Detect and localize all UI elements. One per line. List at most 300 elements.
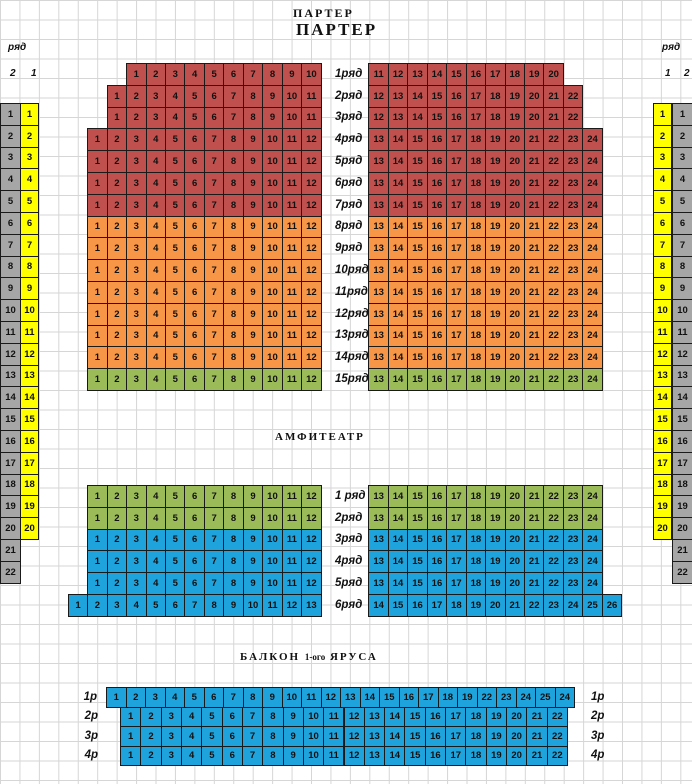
side-seat-left-col1[interactable]: 5: [20, 190, 39, 213]
parter-seat[interactable]: 2: [107, 368, 127, 391]
parter-seat[interactable]: 23: [563, 346, 583, 369]
parter-seat[interactable]: 15: [407, 325, 427, 348]
amph-seat[interactable]: 24: [563, 594, 583, 617]
parter-seat[interactable]: 9: [243, 150, 263, 173]
side-seat-left-col1[interactable]: 9: [20, 277, 39, 300]
parter-seat[interactable]: 15: [407, 216, 427, 239]
amph-seat[interactable]: 20: [485, 594, 505, 617]
amph-seat[interactable]: 24: [582, 485, 602, 508]
parter-seat[interactable]: 10: [262, 128, 282, 151]
amph-seat[interactable]: 20: [505, 550, 525, 573]
amph-seat[interactable]: 15: [388, 594, 408, 617]
amph-seat[interactable]: 8: [223, 550, 243, 573]
parter-seat[interactable]: 1: [87, 194, 107, 217]
parter-seat[interactable]: 3: [126, 150, 146, 173]
parter-seat[interactable]: 11: [282, 368, 302, 391]
balcony-seat[interactable]: 7: [242, 746, 263, 767]
parter-seat[interactable]: 7: [204, 325, 224, 348]
amph-seat[interactable]: 24: [582, 550, 602, 573]
parter-seat[interactable]: 7: [223, 107, 243, 130]
side-seat-right-col2[interactable]: 17: [672, 452, 692, 475]
parter-seat[interactable]: 1: [107, 107, 127, 130]
parter-seat[interactable]: 13: [368, 303, 388, 326]
parter-seat[interactable]: 23: [563, 368, 583, 391]
parter-seat[interactable]: 10: [262, 325, 282, 348]
parter-seat[interactable]: 19: [485, 128, 505, 151]
parter-seat[interactable]: 24: [582, 303, 602, 326]
amph-seat[interactable]: 11: [282, 572, 302, 595]
parter-seat[interactable]: 16: [427, 216, 447, 239]
parter-seat[interactable]: 12: [301, 172, 321, 195]
parter-seat[interactable]: 7: [223, 85, 243, 108]
balcony-seat[interactable]: 23: [496, 687, 517, 708]
parter-seat[interactable]: 1: [87, 325, 107, 348]
amph-seat[interactable]: 21: [524, 485, 544, 508]
amph-seat[interactable]: 6: [184, 572, 204, 595]
parter-seat[interactable]: 2: [107, 325, 127, 348]
parter-seat[interactable]: 11: [301, 85, 321, 108]
parter-seat[interactable]: 7: [204, 128, 224, 151]
parter-seat[interactable]: 10: [301, 63, 321, 86]
parter-seat[interactable]: 5: [165, 150, 185, 173]
parter-seat[interactable]: 9: [282, 63, 302, 86]
parter-seat[interactable]: 11: [282, 259, 302, 282]
parter-seat[interactable]: 24: [582, 128, 602, 151]
parter-seat[interactable]: 16: [427, 172, 447, 195]
parter-seat[interactable]: 5: [165, 346, 185, 369]
parter-seat[interactable]: 22: [543, 194, 563, 217]
parter-seat[interactable]: 20: [505, 346, 525, 369]
balcony-seat[interactable]: 17: [445, 746, 466, 767]
parter-seat[interactable]: 22: [563, 85, 583, 108]
amph-seat[interactable]: 6: [184, 550, 204, 573]
amph-seat[interactable]: 12: [301, 572, 321, 595]
parter-seat[interactable]: 1: [87, 216, 107, 239]
amph-seat[interactable]: 9: [223, 594, 243, 617]
parter-seat[interactable]: 6: [184, 237, 204, 260]
parter-seat[interactable]: 20: [524, 107, 544, 130]
parter-seat[interactable]: 16: [446, 85, 466, 108]
parter-seat[interactable]: 11: [282, 281, 302, 304]
amph-seat[interactable]: 6: [165, 594, 185, 617]
parter-seat[interactable]: 21: [524, 346, 544, 369]
amph-seat[interactable]: 12: [301, 485, 321, 508]
parter-seat[interactable]: 24: [582, 346, 602, 369]
parter-seat[interactable]: 2: [107, 281, 127, 304]
balcony-seat[interactable]: 25: [535, 687, 556, 708]
parter-seat[interactable]: 5: [165, 303, 185, 326]
side-seat-left-col1[interactable]: 11: [20, 321, 39, 344]
parter-seat[interactable]: 4: [146, 237, 166, 260]
parter-seat[interactable]: 13: [368, 281, 388, 304]
balcony-seat[interactable]: 6: [222, 746, 243, 767]
side-seat-left-col1[interactable]: 16: [20, 430, 39, 453]
parter-seat[interactable]: 5: [165, 325, 185, 348]
amph-seat[interactable]: 23: [563, 507, 583, 530]
parter-seat[interactable]: 13: [368, 128, 388, 151]
amph-seat[interactable]: 20: [505, 529, 525, 552]
parter-seat[interactable]: 11: [282, 346, 302, 369]
amph-seat[interactable]: 22: [543, 507, 563, 530]
parter-seat[interactable]: 8: [223, 281, 243, 304]
parter-seat[interactable]: 14: [427, 63, 447, 86]
balcony-seat[interactable]: 18: [438, 687, 459, 708]
side-seat-left-col2[interactable]: 19: [0, 495, 21, 518]
side-seat-right-col2[interactable]: 13: [672, 365, 692, 388]
balcony-seat[interactable]: 4: [181, 746, 202, 767]
parter-seat[interactable]: 1: [87, 368, 107, 391]
parter-seat[interactable]: 19: [485, 346, 505, 369]
parter-seat[interactable]: 5: [165, 128, 185, 151]
balcony-seat[interactable]: 9: [283, 746, 304, 767]
parter-seat[interactable]: 6: [184, 303, 204, 326]
side-seat-right-col1[interactable]: 16: [653, 430, 672, 453]
parter-seat[interactable]: 16: [446, 107, 466, 130]
side-seat-left-col1[interactable]: 2: [20, 125, 39, 148]
parter-seat[interactable]: 3: [126, 303, 146, 326]
side-seat-left-col2[interactable]: 17: [0, 452, 21, 475]
balcony-seat[interactable]: 19: [486, 726, 507, 747]
parter-seat[interactable]: 1: [87, 303, 107, 326]
amph-seat[interactable]: 21: [524, 550, 544, 573]
side-seat-left-col2[interactable]: 11: [0, 321, 21, 344]
parter-seat[interactable]: 21: [524, 281, 544, 304]
parter-seat[interactable]: 16: [427, 259, 447, 282]
parter-seat[interactable]: 10: [262, 368, 282, 391]
parter-seat[interactable]: 11: [282, 325, 302, 348]
parter-seat[interactable]: 12: [368, 107, 388, 130]
parter-seat[interactable]: 4: [184, 63, 204, 86]
balcony-seat[interactable]: 16: [425, 746, 446, 767]
side-seat-left-col1[interactable]: 19: [20, 495, 39, 518]
balcony-seat[interactable]: 24: [555, 687, 576, 708]
side-seat-right-col2[interactable]: 10: [672, 299, 692, 322]
parter-seat[interactable]: 3: [126, 281, 146, 304]
parter-seat[interactable]: 7: [204, 216, 224, 239]
balcony-seat[interactable]: 18: [465, 726, 486, 747]
side-seat-left-col2[interactable]: 4: [0, 168, 21, 191]
side-seat-right-col1[interactable]: 1: [653, 103, 672, 126]
side-seat-right-col2[interactable]: 1: [672, 103, 692, 126]
parter-seat[interactable]: 8: [223, 172, 243, 195]
amph-seat[interactable]: 15: [407, 529, 427, 552]
amph-seat[interactable]: 10: [262, 550, 282, 573]
balcony-seat[interactable]: 1: [106, 687, 127, 708]
amph-seat[interactable]: 2: [87, 594, 107, 617]
parter-seat[interactable]: 15: [427, 107, 447, 130]
side-seat-right-col2[interactable]: 21: [672, 539, 692, 562]
parter-seat[interactable]: 3: [126, 346, 146, 369]
side-seat-left-col1[interactable]: 6: [20, 212, 39, 235]
parter-seat[interactable]: 8: [223, 325, 243, 348]
amph-seat[interactable]: 19: [485, 529, 505, 552]
balcony-seat[interactable]: 16: [399, 687, 420, 708]
parter-seat[interactable]: 4: [165, 85, 185, 108]
parter-seat[interactable]: 21: [524, 259, 544, 282]
balcony-seat[interactable]: 12: [321, 687, 342, 708]
amph-seat[interactable]: 2: [107, 550, 127, 573]
parter-seat[interactable]: 2: [107, 303, 127, 326]
side-seat-left-col1[interactable]: 7: [20, 234, 39, 257]
parter-seat[interactable]: 22: [543, 150, 563, 173]
parter-seat[interactable]: 1: [87, 259, 107, 282]
side-seat-right-col1[interactable]: 15: [653, 408, 672, 431]
amph-seat[interactable]: 9: [243, 529, 263, 552]
parter-seat[interactable]: 23: [563, 194, 583, 217]
balcony-seat[interactable]: 22: [547, 726, 568, 747]
parter-seat[interactable]: 23: [563, 172, 583, 195]
amph-seat[interactable]: 5: [165, 485, 185, 508]
parter-seat[interactable]: 17: [446, 194, 466, 217]
parter-seat[interactable]: 19: [485, 172, 505, 195]
parter-seat[interactable]: 6: [184, 216, 204, 239]
side-seat-right-col2[interactable]: 7: [672, 234, 692, 257]
parter-seat[interactable]: 2: [107, 216, 127, 239]
parter-seat[interactable]: 9: [243, 346, 263, 369]
parter-seat[interactable]: 9: [243, 368, 263, 391]
amph-seat[interactable]: 11: [282, 507, 302, 530]
amph-seat[interactable]: 14: [388, 507, 408, 530]
parter-seat[interactable]: 16: [427, 128, 447, 151]
balcony-seat[interactable]: 8: [262, 746, 283, 767]
balcony-seat[interactable]: 1: [120, 746, 141, 767]
parter-seat[interactable]: 4: [146, 259, 166, 282]
balcony-seat[interactable]: 10: [303, 707, 324, 728]
parter-seat[interactable]: 13: [368, 216, 388, 239]
parter-seat[interactable]: 6: [184, 150, 204, 173]
side-seat-left-col2[interactable]: 18: [0, 474, 21, 497]
parter-seat[interactable]: 2: [146, 63, 166, 86]
amph-seat[interactable]: 22: [524, 594, 544, 617]
parter-seat[interactable]: 20: [505, 194, 525, 217]
parter-seat[interactable]: 15: [407, 237, 427, 260]
amph-seat[interactable]: 16: [427, 485, 447, 508]
parter-seat[interactable]: 1: [87, 172, 107, 195]
parter-seat[interactable]: 6: [184, 281, 204, 304]
side-seat-right-col1[interactable]: 12: [653, 343, 672, 366]
balcony-seat[interactable]: 8: [243, 687, 264, 708]
parter-seat[interactable]: 3: [146, 107, 166, 130]
amph-seat[interactable]: 14: [388, 550, 408, 573]
balcony-seat[interactable]: 17: [445, 726, 466, 747]
amph-seat[interactable]: 12: [301, 550, 321, 573]
parter-seat[interactable]: 6: [184, 346, 204, 369]
parter-seat[interactable]: 21: [524, 216, 544, 239]
parter-seat[interactable]: 18: [466, 237, 486, 260]
balcony-seat[interactable]: 5: [201, 707, 222, 728]
parter-seat[interactable]: 18: [505, 63, 525, 86]
parter-seat[interactable]: 3: [126, 368, 146, 391]
amph-seat[interactable]: 23: [563, 550, 583, 573]
parter-seat[interactable]: 18: [466, 325, 486, 348]
parter-seat[interactable]: 4: [165, 107, 185, 130]
balcony-seat[interactable]: 8: [262, 707, 283, 728]
side-seat-left-col1[interactable]: 10: [20, 299, 39, 322]
parter-seat[interactable]: 2: [107, 128, 127, 151]
amph-seat[interactable]: 13: [368, 507, 388, 530]
parter-seat[interactable]: 5: [184, 85, 204, 108]
parter-seat[interactable]: 20: [505, 216, 525, 239]
amph-seat[interactable]: 16: [427, 507, 447, 530]
parter-seat[interactable]: 5: [184, 107, 204, 130]
parter-seat[interactable]: 11: [301, 107, 321, 130]
balcony-seat[interactable]: 20: [506, 707, 527, 728]
parter-seat[interactable]: 13: [388, 85, 408, 108]
side-seat-right-col2[interactable]: 22: [672, 561, 692, 584]
parter-seat[interactable]: 15: [407, 172, 427, 195]
parter-seat[interactable]: 8: [243, 85, 263, 108]
side-seat-left-col2[interactable]: 6: [0, 212, 21, 235]
amph-seat[interactable]: 19: [485, 572, 505, 595]
parter-seat[interactable]: 10: [262, 194, 282, 217]
balcony-seat[interactable]: 11: [323, 726, 344, 747]
parter-seat[interactable]: 2: [107, 237, 127, 260]
parter-seat[interactable]: 13: [368, 237, 388, 260]
parter-seat[interactable]: 18: [466, 128, 486, 151]
parter-seat[interactable]: 12: [368, 85, 388, 108]
parter-seat[interactable]: 8: [223, 216, 243, 239]
side-seat-left-col1[interactable]: 12: [20, 343, 39, 366]
side-seat-left-col2[interactable]: 3: [0, 147, 21, 170]
amph-seat[interactable]: 5: [165, 550, 185, 573]
side-seat-left-col1[interactable]: 18: [20, 474, 39, 497]
side-seat-left-col1[interactable]: 13: [20, 365, 39, 388]
amph-seat[interactable]: 18: [466, 485, 486, 508]
parter-seat[interactable]: 7: [204, 281, 224, 304]
parter-seat[interactable]: 6: [184, 325, 204, 348]
side-seat-right-col2[interactable]: 18: [672, 474, 692, 497]
parter-seat[interactable]: 19: [485, 150, 505, 173]
parter-seat[interactable]: 1: [87, 237, 107, 260]
amph-seat[interactable]: 10: [262, 572, 282, 595]
parter-seat[interactable]: 24: [582, 237, 602, 260]
parter-seat[interactable]: 20: [505, 128, 525, 151]
parter-seat[interactable]: 8: [223, 150, 243, 173]
parter-seat[interactable]: 6: [184, 194, 204, 217]
parter-seat[interactable]: 16: [427, 346, 447, 369]
parter-seat[interactable]: 21: [524, 128, 544, 151]
balcony-seat[interactable]: 5: [201, 746, 222, 767]
side-seat-left-col2[interactable]: 21: [0, 539, 21, 562]
balcony-seat[interactable]: 10: [303, 726, 324, 747]
parter-seat[interactable]: 13: [368, 194, 388, 217]
amph-seat[interactable]: 20: [505, 572, 525, 595]
parter-seat[interactable]: 5: [165, 172, 185, 195]
parter-seat[interactable]: 2: [107, 150, 127, 173]
amph-seat[interactable]: 22: [543, 529, 563, 552]
balcony-seat[interactable]: 7: [242, 707, 263, 728]
parter-seat[interactable]: 18: [466, 194, 486, 217]
amph-seat[interactable]: 10: [262, 507, 282, 530]
side-seat-right-col2[interactable]: 16: [672, 430, 692, 453]
parter-seat[interactable]: 12: [301, 216, 321, 239]
parter-seat[interactable]: 9: [243, 172, 263, 195]
balcony-seat[interactable]: 18: [465, 707, 486, 728]
balcony-seat[interactable]: 1: [120, 707, 141, 728]
amph-seat[interactable]: 2: [107, 507, 127, 530]
parter-seat[interactable]: 4: [146, 216, 166, 239]
amph-seat[interactable]: 24: [582, 507, 602, 530]
balcony-seat[interactable]: 12: [344, 746, 365, 767]
parter-seat[interactable]: 16: [427, 325, 447, 348]
amph-seat[interactable]: 17: [446, 485, 466, 508]
parter-seat[interactable]: 17: [466, 85, 486, 108]
parter-seat[interactable]: 18: [466, 216, 486, 239]
parter-seat[interactable]: 3: [126, 259, 146, 282]
parter-seat[interactable]: 20: [505, 172, 525, 195]
side-seat-left-col2[interactable]: 15: [0, 408, 21, 431]
side-seat-left-col2[interactable]: 10: [0, 299, 21, 322]
parter-seat[interactable]: 1: [87, 150, 107, 173]
parter-seat[interactable]: 19: [485, 259, 505, 282]
parter-seat[interactable]: 20: [524, 85, 544, 108]
parter-seat[interactable]: 8: [223, 303, 243, 326]
parter-seat[interactable]: 1: [126, 63, 146, 86]
balcony-seat[interactable]: 3: [161, 707, 182, 728]
amph-seat[interactable]: 7: [184, 594, 204, 617]
amph-seat[interactable]: 17: [446, 572, 466, 595]
amph-seat[interactable]: 15: [407, 572, 427, 595]
amph-seat[interactable]: 4: [146, 550, 166, 573]
parter-seat[interactable]: 21: [524, 368, 544, 391]
parter-seat[interactable]: 22: [543, 172, 563, 195]
amph-seat[interactable]: 5: [165, 529, 185, 552]
side-seat-right-col2[interactable]: 14: [672, 386, 692, 409]
amph-seat[interactable]: 21: [524, 529, 544, 552]
side-seat-left-col2[interactable]: 12: [0, 343, 21, 366]
amph-seat[interactable]: 4: [146, 485, 166, 508]
parter-seat[interactable]: 9: [243, 216, 263, 239]
balcony-seat[interactable]: 7: [223, 687, 244, 708]
amph-seat[interactable]: 22: [543, 485, 563, 508]
parter-seat[interactable]: 1: [87, 281, 107, 304]
amph-seat[interactable]: 12: [301, 529, 321, 552]
parter-seat[interactable]: 5: [165, 237, 185, 260]
balcony-seat[interactable]: 16: [425, 707, 446, 728]
parter-seat[interactable]: 9: [262, 107, 282, 130]
amph-seat[interactable]: 16: [427, 529, 447, 552]
balcony-seat[interactable]: 4: [181, 707, 202, 728]
amph-seat[interactable]: 22: [543, 572, 563, 595]
amph-seat[interactable]: 2: [107, 572, 127, 595]
balcony-seat[interactable]: 19: [457, 687, 478, 708]
amph-seat[interactable]: 15: [407, 485, 427, 508]
parter-seat[interactable]: 21: [543, 107, 563, 130]
parter-seat[interactable]: 5: [165, 368, 185, 391]
parter-seat[interactable]: 24: [582, 368, 602, 391]
amph-seat[interactable]: 4: [146, 507, 166, 530]
parter-seat[interactable]: 16: [427, 303, 447, 326]
amph-seat[interactable]: 25: [582, 594, 602, 617]
parter-seat[interactable]: 2: [126, 107, 146, 130]
parter-seat[interactable]: 11: [282, 172, 302, 195]
parter-seat[interactable]: 20: [505, 325, 525, 348]
amph-seat[interactable]: 15: [407, 550, 427, 573]
side-seat-right-col1[interactable]: 8: [653, 256, 672, 279]
balcony-seat[interactable]: 8: [262, 726, 283, 747]
parter-seat[interactable]: 3: [165, 63, 185, 86]
parter-seat[interactable]: 4: [146, 346, 166, 369]
parter-seat[interactable]: 12: [301, 259, 321, 282]
parter-seat[interactable]: 17: [446, 150, 466, 173]
parter-seat[interactable]: 24: [582, 150, 602, 173]
amph-seat[interactable]: 10: [262, 529, 282, 552]
balcony-seat[interactable]: 15: [404, 746, 425, 767]
side-seat-right-col1[interactable]: 20: [653, 517, 672, 540]
parter-seat[interactable]: 13: [368, 172, 388, 195]
balcony-seat[interactable]: 24: [516, 687, 537, 708]
parter-seat[interactable]: 17: [446, 237, 466, 260]
